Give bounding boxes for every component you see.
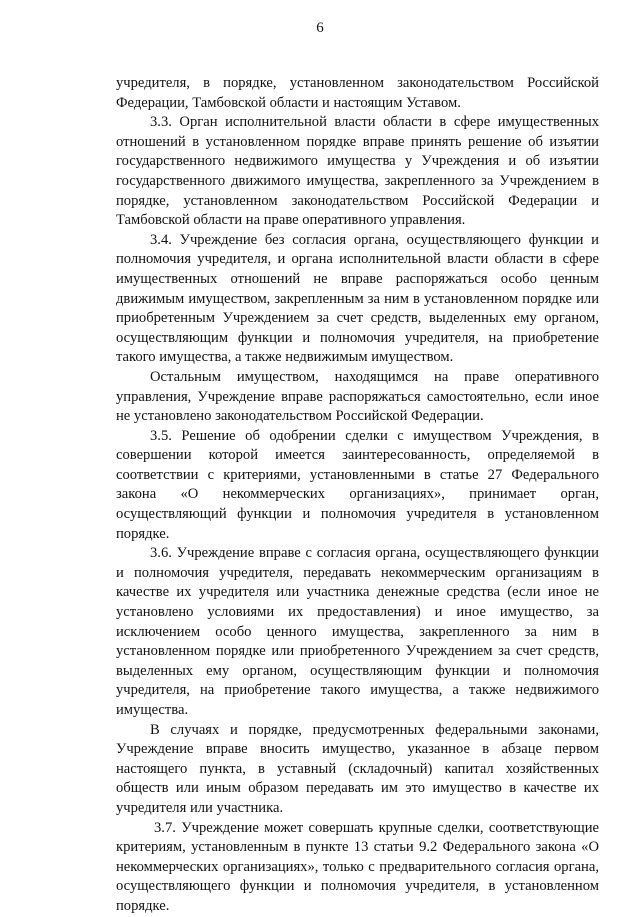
paragraph-3-5: 3.5. Решение об одобрении сделки с имуществом Учреждения, в совершении которой имеется заинтересованность, определяемой в соответствии с критериями, установленными в статье 27 Федерального закона «О некоммерческих организациях», принимает орган, осуществляющий функции и полномочия учредителя в установленном порядке.	[116, 427, 599, 542]
paragraph-3-7: 3.7. Учреждение может совершать крупные сделки, соответствующие критериям, установленным в пункте 13 статьи 9.2 Федерального закона «О некоммерческих организациях», только с предварительного согласия органа, осуществляющего функции и полномочия учредителя, в установленном порядке.	[116, 819, 599, 914]
paragraph-3-4: 3.4. Учреждение без согласия органа, осуществляющего функции и полномочия учредителя, и органа исполнительной власти области в сфере имущественных отношений не вправе распоряжаться особо ценным движимым имуществом, закрепленным за ним в установленном порядке или приобретенным Учреждением за счет средств, выделенных ему органом, осуществляющим функции и полномочия учредителя, на приобретение такого имущества, а также недвижимым имуществом.	[116, 231, 599, 366]
page-number: 6	[316, 20, 324, 36]
paragraph-3-3: 3.3. Орган исполнительной власти области в сфере имущественных отношений в установленном порядке вправе принять решение об изъятии государственного недвижимого имущества у Учреждения и об изъятии государственного движимого имущества, закрепленного за Учреждением в порядке, установленном законодательством Российской Федерации и Тамбовской области на праве оперативного управления.	[116, 114, 599, 229]
paragraph-3-4-other-property: Остальным имуществом, находящимся на праве оперативного управления, Учреждение вправе распоряжаться самостоятельно, если иное не установлено законодательством Российской Федерации.	[116, 368, 599, 425]
paragraph-3-6-federal-laws: В случаях и порядке, предусмотренных федеральными законами, Учреждение вправе вносить имущество, указанное в абзаце первом настоящего пункта, в уставный (складочный) капитал хозяйственных обществ или иным образом передавать им это имущество в качестве их учредителя или участника.	[116, 721, 599, 816]
paragraph-continuation: учредителя, в порядке, установленном законодательством Российской Федерации, Тамбовской области и настоящим Уставом.	[116, 75, 599, 111]
document-body	[116, 74, 599, 917]
paragraph-3-6: 3.6. Учреждение вправе с согласия органа, осуществляющего функции и полномочия учредителя, передавать некоммерческим организациям в качестве их учредителя или участника денежные средства (если иное не установлено условиями их предоставления) и иное имущество, за исключением особо ценного имущества, закрепленного за ним в установленном порядке или приобретенного Учреждением за счет средств, выделенных ему органом, осуществляющим функции и полномочия учредителя, на приобретение такого имущества, а также недвижимого имущества.	[116, 545, 599, 718]
